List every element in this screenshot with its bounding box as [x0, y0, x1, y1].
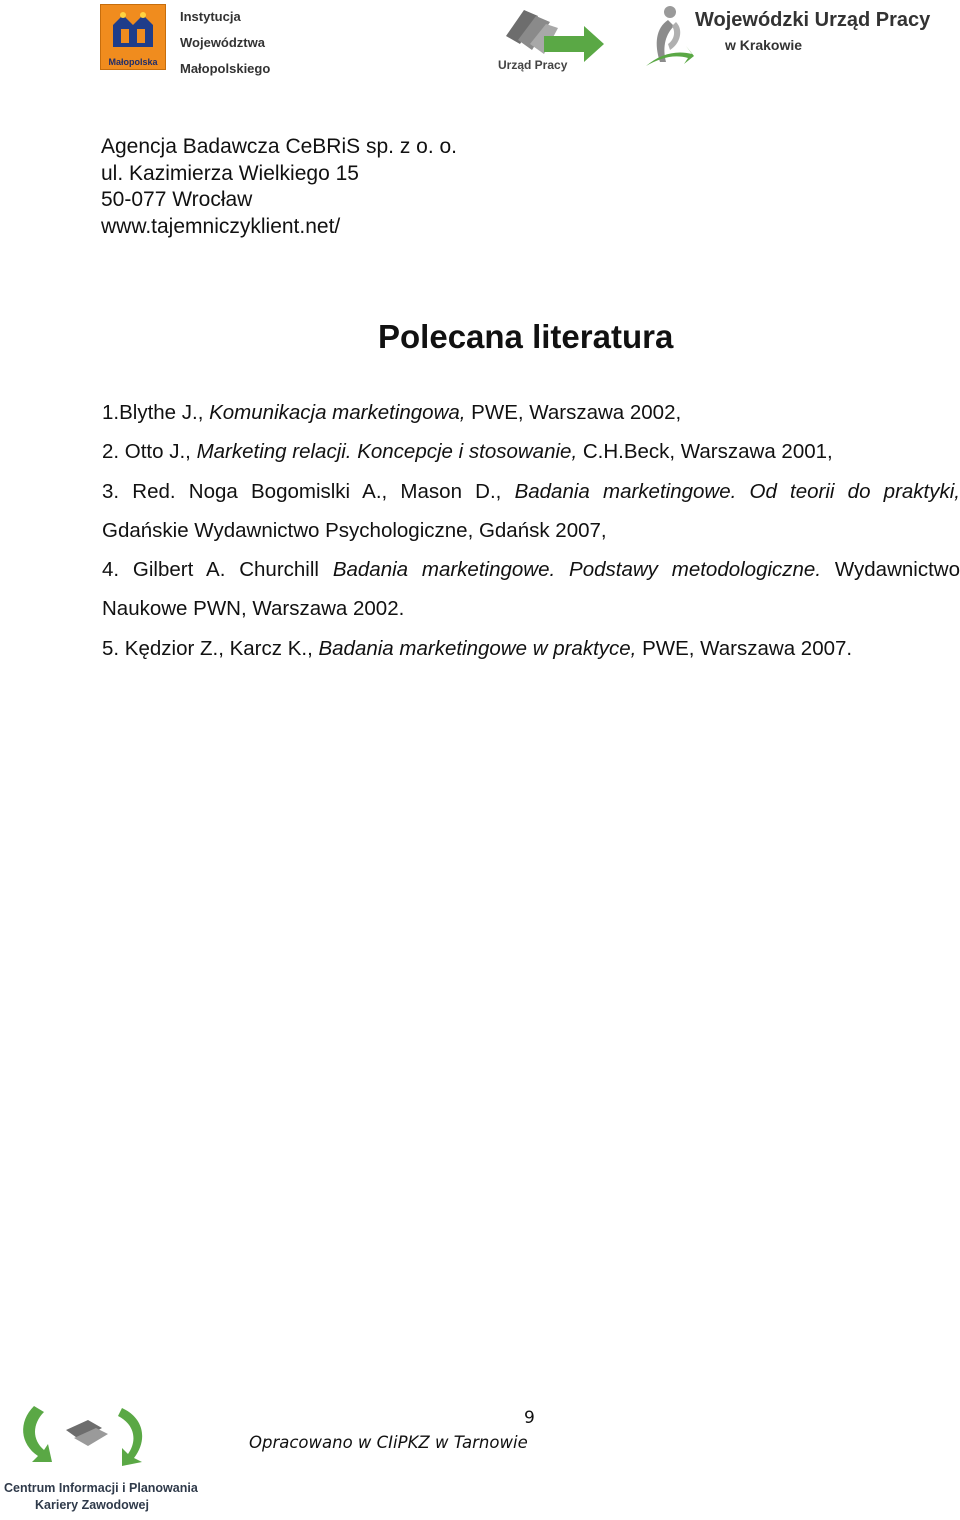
- footer-note: Opracowano w CIiPKZ w Tarnowie: [249, 1433, 528, 1452]
- company-name: Agencja Badawcza CeBRiS sp. z o. o.: [101, 135, 458, 158]
- bibliography-item-1: [102, 393, 960, 432]
- bib-1-publisher: PWE, Warszawa 2002,: [465, 401, 682, 424]
- page-number: 9: [524, 1408, 535, 1428]
- bib-4-title: Badania marketingowe. Podstawy metodologiczne.: [332, 558, 822, 582]
- bib-2-authors: 2. Otto J.,: [102, 440, 197, 464]
- bibliography-item-5: [102, 629, 960, 668]
- page-title: Polecana literatura: [378, 318, 674, 355]
- bib-4-publisher: Wydawnictwo Naukowe PWN, Warszawa 2002.: [102, 558, 960, 621]
- cipkz-label-line-1: Centrum Informacji i Planowania: [4, 1481, 198, 1495]
- wup-title: Wojewódzki Urząd Pracy: [695, 9, 931, 31]
- address-block: [101, 134, 457, 240]
- bib-3-authors: 3. Red. Noga Bogomislki A., Mason D.,: [102, 479, 515, 503]
- postal-city: 50-077 Wrocław: [101, 188, 253, 211]
- wup-figure-icon: [640, 4, 696, 70]
- bib-1-authors: 1.Blythe J.,: [102, 401, 210, 424]
- bib-3-publisher: Gdańskie Wydawnictwo Psychologiczne, Gdańsk 2007,: [102, 518, 607, 542]
- bib-2-title: Marketing relacji. Koncepcje i stosowanie,: [196, 440, 578, 464]
- malopolska-institution-logo: [100, 4, 280, 74]
- wup-krakow-logo: [640, 4, 960, 74]
- bibliography-item-2: [102, 432, 960, 471]
- bib-2-publisher: C.H.Beck, Warszawa 2001,: [577, 440, 833, 464]
- malopolska-crown-icon: [109, 11, 157, 53]
- malopolska-box-label: Małopolska: [108, 57, 158, 67]
- wup-subtitle: w Krakowie: [725, 37, 803, 53]
- urzad-pracy-logo: [498, 6, 608, 76]
- bib-5-publisher: PWE, Warszawa 2007.: [636, 636, 853, 660]
- bibliography-item-3: [102, 472, 960, 551]
- website-link[interactable]: www.tajemniczyklient.net/: [101, 214, 341, 238]
- cipkz-arrows-icon: [4, 1400, 180, 1480]
- urzad-pracy-label: Urząd Pracy: [498, 58, 568, 72]
- malopolska-line-2: Województwa: [180, 35, 265, 50]
- bib-4-authors: 4. Gilbert A. Churchill: [102, 558, 333, 582]
- urzad-pracy-arrow-icon: [498, 6, 608, 62]
- bibliography-item-4: [102, 550, 960, 629]
- bibliography-list: [102, 393, 960, 668]
- malopolska-line-1: Instytucja: [180, 9, 241, 24]
- street-address: ul. Kazimierza Wielkiego 15: [101, 161, 359, 185]
- malopolska-line-3: Małopolskiego: [180, 61, 271, 76]
- cipkz-label: [4, 1480, 198, 1514]
- cipkz-label-line-2: Kariery Zawodowej: [35, 1498, 149, 1512]
- cipkz-logo: [4, 1400, 198, 1516]
- bib-1-title: Komunikacja marketingowa,: [209, 401, 466, 424]
- bib-3-title: Badania marketingowe. Od teorii do praktyki,: [514, 479, 960, 503]
- malopolska-logo-text: [180, 4, 290, 82]
- bib-5-title: Badania marketingowe w praktyce,: [318, 636, 637, 660]
- malopolska-emblem: [100, 4, 166, 70]
- bib-5-authors: 5. Kędzior Z., Karcz K.,: [102, 636, 319, 660]
